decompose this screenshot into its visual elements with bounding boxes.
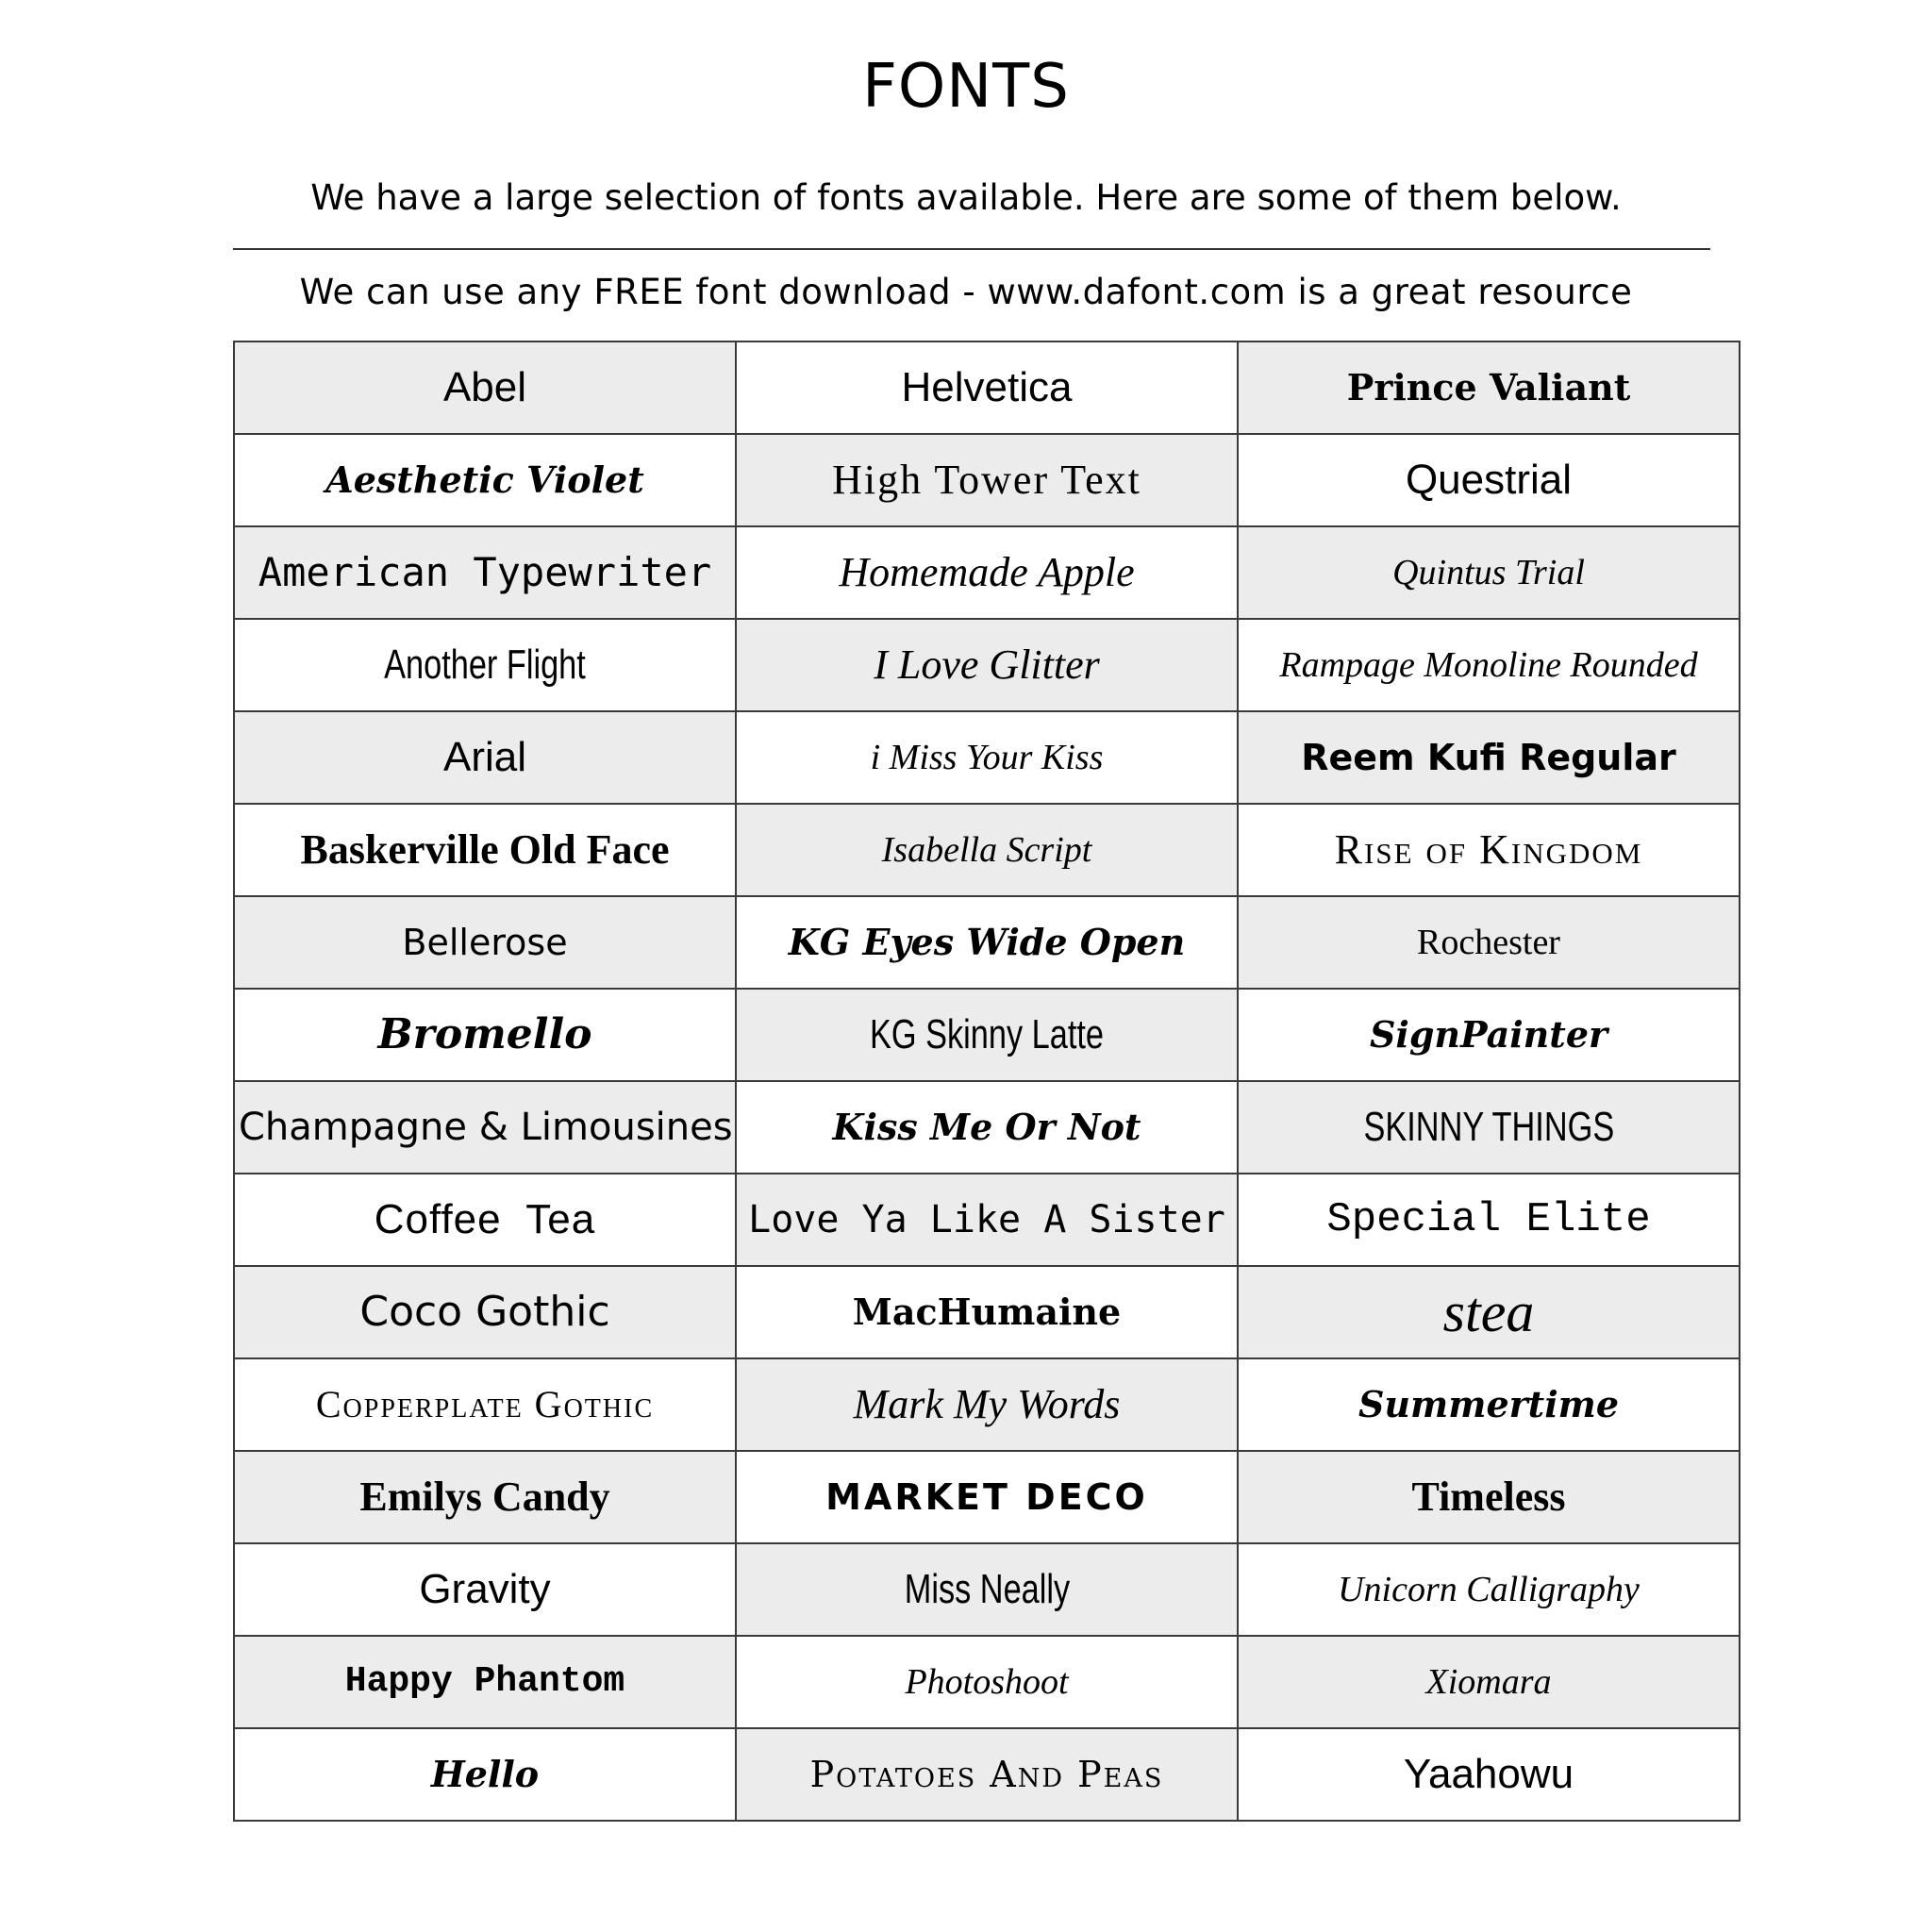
font-sample-cell: Baskerville Old Face bbox=[234, 804, 736, 896]
table-row bbox=[234, 1266, 1740, 1358]
font-sample-cell: Helvetica bbox=[736, 341, 1238, 434]
resource-note: We can use any FREE font download - www.dafont.com is a great resource bbox=[299, 272, 1633, 312]
page-title: FONTS bbox=[862, 52, 1070, 122]
font-sample-cell: Abel bbox=[234, 341, 736, 434]
table-row bbox=[234, 1358, 1740, 1451]
font-sample-text: Another Flight bbox=[384, 641, 586, 688]
font-sample-cell: Unicorn Calligraphy bbox=[1238, 1543, 1740, 1636]
font-sample-cell: Bellerose bbox=[234, 896, 736, 989]
table-row bbox=[234, 1174, 1740, 1266]
font-sample-cell: Summertime bbox=[1238, 1358, 1740, 1451]
font-sample-cell: Love Ya Like A Sister bbox=[736, 1174, 1238, 1266]
font-sample-cell: Prince Valiant bbox=[1238, 341, 1740, 434]
font-sample-cell: Quintus Trial bbox=[1238, 526, 1740, 619]
font-sample-cell: Photoshoot bbox=[736, 1636, 1238, 1728]
font-sample-cell: High Tower Text bbox=[736, 434, 1238, 526]
font-sample-cell: Yaahowu bbox=[1238, 1728, 1740, 1821]
font-sample-cell: American Typewriter bbox=[234, 526, 736, 619]
page-subtitle: We have a large selection of fonts available. Here are some of them below. bbox=[310, 177, 1622, 218]
table-row bbox=[234, 1636, 1740, 1728]
font-sample-text: KG Skinny Latte bbox=[869, 1011, 1104, 1058]
font-sample-cell bbox=[1238, 1081, 1740, 1174]
font-sample-cell: Aesthetic Violet bbox=[234, 434, 736, 526]
font-sample-cell: Rampage Monoline Rounded bbox=[1238, 619, 1740, 711]
font-sample-table bbox=[233, 341, 1740, 1822]
table-row bbox=[234, 619, 1740, 711]
font-sample-cell: Bromello bbox=[234, 989, 736, 1081]
font-sample-text: Miss Neally bbox=[904, 1566, 1070, 1612]
font-sample-cell: Potatoes And Peas bbox=[736, 1728, 1238, 1821]
font-sample-cell: Emilys Candy bbox=[234, 1451, 736, 1543]
font-sample-cell: Mark My Words bbox=[736, 1358, 1238, 1451]
font-sample-cell: Isabella Script bbox=[736, 804, 1238, 896]
font-sample-cell: Special Elite bbox=[1238, 1174, 1740, 1266]
font-sample-cell: Champagne & Limousines bbox=[234, 1081, 736, 1174]
font-sample-cell: Xiomara bbox=[1238, 1636, 1740, 1728]
table-row bbox=[234, 434, 1740, 526]
font-sample-cell bbox=[736, 989, 1238, 1081]
font-sample-cell: i Miss Your Kiss bbox=[736, 711, 1238, 804]
table-row bbox=[234, 526, 1740, 619]
table-row bbox=[234, 989, 1740, 1081]
font-sample-cell: Homemade Apple bbox=[736, 526, 1238, 619]
font-sample-cell: Arial bbox=[234, 711, 736, 804]
table-row bbox=[234, 711, 1740, 804]
font-sample-cell: Coco Gothic bbox=[234, 1266, 736, 1358]
table-row bbox=[234, 1543, 1740, 1636]
font-sample-cell: I Love Glitter bbox=[736, 619, 1238, 711]
table-row bbox=[234, 1451, 1740, 1543]
font-sample-cell: MARKET DECO bbox=[736, 1451, 1238, 1543]
font-sample-cell: Copperplate Gothic bbox=[234, 1358, 736, 1451]
font-sample-cell: Timeless bbox=[1238, 1451, 1740, 1543]
font-sample-cell: Rise of Kingdom bbox=[1238, 804, 1740, 896]
table-row bbox=[234, 1081, 1740, 1174]
font-sample-cell: Reem Kufi Regular bbox=[1238, 711, 1740, 804]
font-sample-cell bbox=[234, 619, 736, 711]
divider bbox=[233, 248, 1710, 250]
table-row bbox=[234, 804, 1740, 896]
font-sample-cell: KG Eyes Wide Open bbox=[736, 896, 1238, 989]
font-sample-cell: Questrial bbox=[1238, 434, 1740, 526]
font-sample-cell: SignPainter bbox=[1238, 989, 1740, 1081]
font-sample-cell: Rochester bbox=[1238, 896, 1740, 989]
font-sample-cell: Hello bbox=[234, 1728, 736, 1821]
font-sample-text: SKINNY THINGS bbox=[1363, 1104, 1614, 1150]
table-row bbox=[234, 896, 1740, 989]
table-row bbox=[234, 341, 1740, 434]
font-sample-cell: Kiss Me Or Not bbox=[736, 1081, 1238, 1174]
table-row bbox=[234, 1728, 1740, 1821]
font-sample-cell: stea bbox=[1238, 1266, 1740, 1358]
font-sample-cell: Coffee Tea bbox=[234, 1174, 736, 1266]
font-sample-cell: Gravity bbox=[234, 1543, 736, 1636]
font-sample-cell: Happy Phantom bbox=[234, 1636, 736, 1728]
font-sample-cell: MacHumaine bbox=[736, 1266, 1238, 1358]
font-sample-cell bbox=[736, 1543, 1238, 1636]
